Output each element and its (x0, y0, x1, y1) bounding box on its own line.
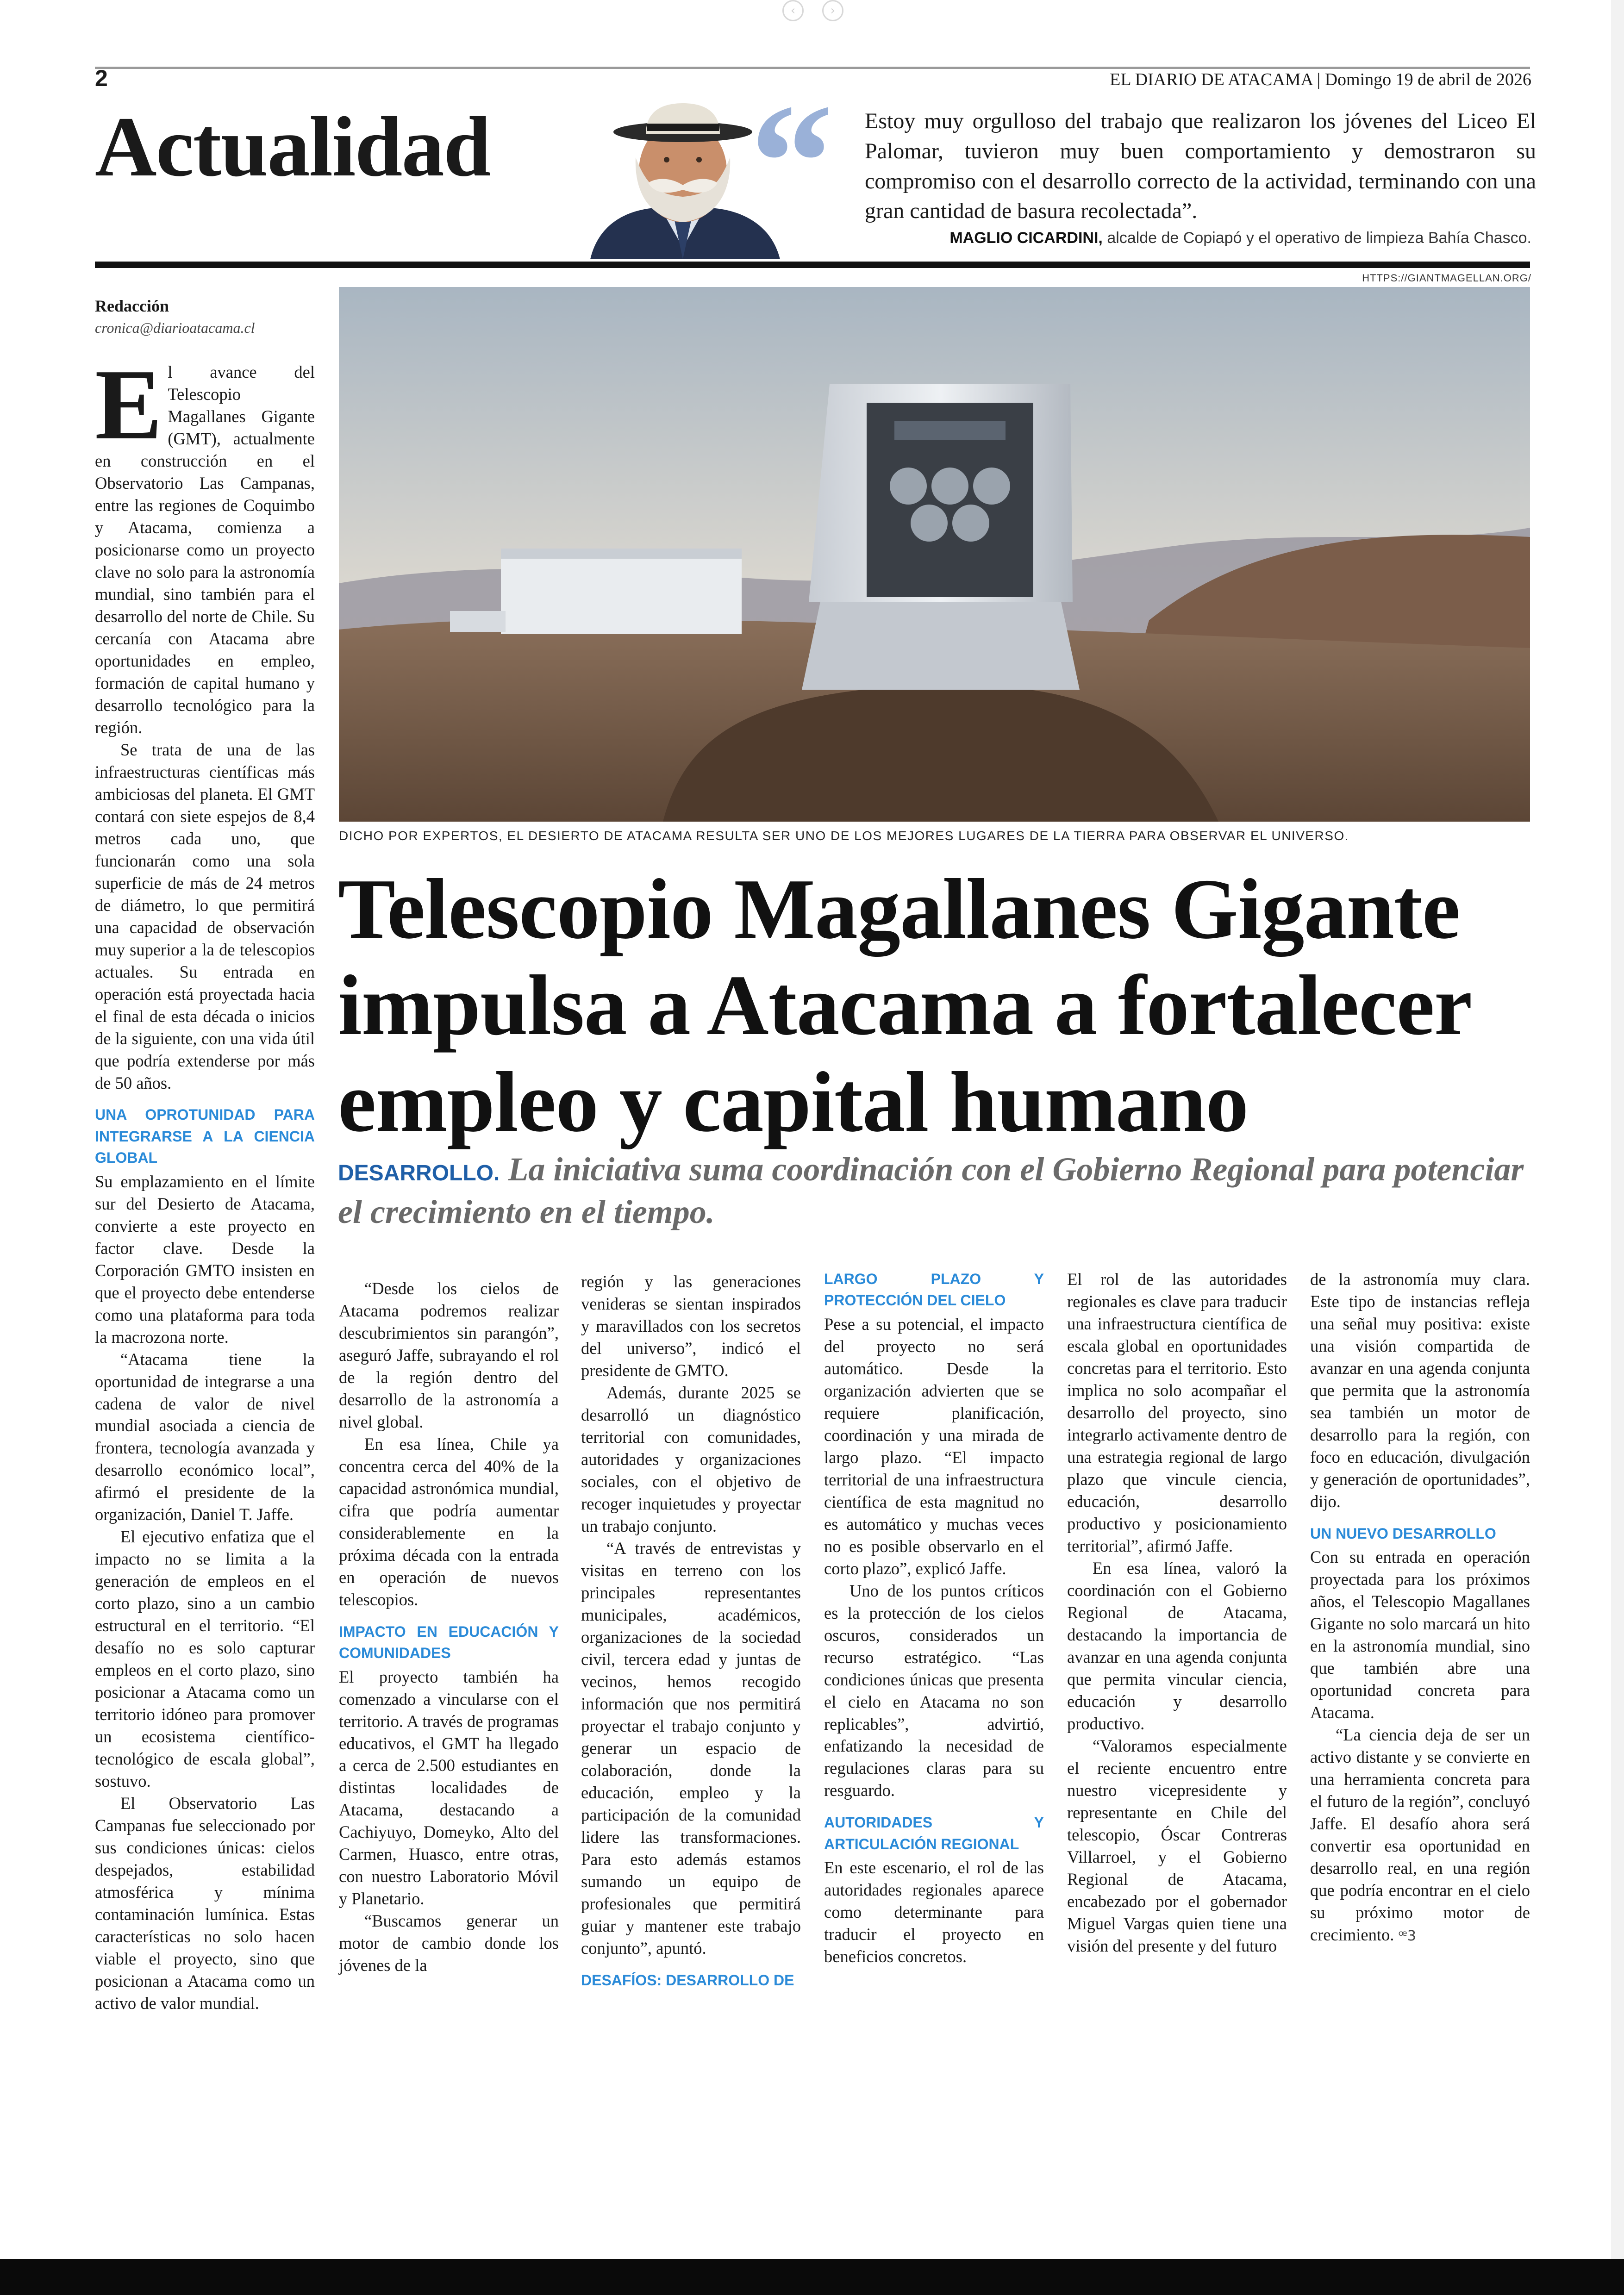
section-title: Actualidad (95, 100, 490, 194)
paper-name: EL DIARIO DE ATACAMA (1110, 70, 1312, 89)
deck (338, 1148, 1532, 1233)
article-paragraph: “A través de entrevistas y visitas en terreno con los principales representantes municipales, académicos, organizaciones de la sociedad civil, tercera edad y juntas de vecinos, hemos recogido información que nos permitirá proyectar el trabajo conjunto y generar un espacio de colaboración, donde la educación, empleo y la participación de la comunidad lidere las transformaciones. Para esto además estamos sumando un equipo de profesionales que permitirá guiar y mantener este trabajo conjunto”, apuntó. (581, 1538, 801, 1958)
pull-quote-attribution (949, 229, 1531, 247)
header-rule (95, 67, 1530, 69)
article-column-2 (339, 1278, 559, 1977)
previous-page-icon[interactable]: ‹ (782, 0, 804, 21)
article-column-5 (1067, 1268, 1287, 1957)
article-column-6 (1310, 1268, 1530, 1946)
headline: Telescopio Magallanes Gigante impulsa a Atacama a fortalecer empleo y capital humano (338, 861, 1471, 1150)
deck-kicker: DESARROLLO. (338, 1161, 500, 1185)
pull-quote-role: alcalde de Copiapó y el operativo de limpieza Bahía Chasco. (1107, 229, 1531, 247)
article-paragraph: Pese a su potencial, el impacto del proyecto no será automático. Desde la organización advierten que se requiere planificación, coordinación y una mirada de largo plazo. “El impacto territorial de una infraestructura científica de esta magnitud no es automático y muchas veces no es posible observarlo en el corto plazo”, explicó Jaffe. (824, 1314, 1044, 1578)
page-number: 2 (95, 65, 108, 91)
article-paragraph: Uno de los puntos críticos es la protección de los cielos oscuros, considerados un recurso estratégico. “Las condiciones únicas que presenta el cielo en Atacama no son replicables”, advirtió, enfatizando la necesidad de regulaciones claras para su resguardo. (824, 1581, 1044, 1800)
article-paragraph: de la astronomía muy clara. Este tipo de instancias refleja una señal muy positiva: existe una visión compartida de avanzar en una agenda conjunta que permita que la astronomía sea también un motor de desarrollo para la región, con foco en educación, divulgación y generación de oportunidades”, dijo. (1310, 1270, 1530, 1511)
article-paragraph: El ejecutivo enfatiza que el impacto no se limita a la generación de empleos en el corto plazo, sino a un cambio estructural en el territorio. “El desafío no es solo capturar empleos en el corto plazo, sino posicionar a Atacama como un territorio idóneo para promover un ecosistema científico-tecnológico de escala global”, sostuvo. (95, 1527, 315, 1791)
article-column-4 (824, 1268, 1044, 1968)
article-paragraph: El proyecto también ha comenzado a vincularse con el territorio. A través de programas educativos, el GMT ha llegado a cerca de 2.500 estudiantes en distintas localidades de Atacama, destacando a Cachiyuyo, Domeyko, Alto del Carmen, Huasco, entre otras, con nuestro Laboratorio Móvil y Planetario. (339, 1667, 559, 1908)
article-paragraph: “Valoramos especialmente el reciente encuentro entre nuestro vicepresidente y representante en Chile del telescopio, Óscar Contreras Villarroel, y el Gobierno Regional de Atacama, encabezado por el gobernador Miguel Vargas quien tiene una visión del presente y del futuro (1067, 1736, 1287, 1955)
subheading: UNA OPROTUNIDAD PARA INTEGRARSE A LA CIENCIA GLOBAL (95, 1106, 315, 1166)
article-column-1 (95, 349, 315, 2014)
byline-name: Redacción (95, 297, 169, 315)
article-paragraph: región y las generaciones venideras se sientan inspirados y maravillados con los secretos del universo”, indicó el presidente de GMTO. (581, 1272, 801, 1380)
page-edge (1611, 0, 1624, 2259)
photo-caption: DICHO POR EXPERTOS, EL DESIERTO DE ATACAMA RESULTA SER UNO DE LOS MEJORES LUGARES DE LA TIERRA PARA OBSERVAR EL UNIVERSO. (339, 829, 1349, 843)
next-page-icon[interactable]: › (822, 0, 843, 21)
article-paragraph: Se trata de una de las infraestructuras científicas más ambiciosas del planeta. El GMT contará con siete espejos de 8,4 metros cada uno, que funcionarán como una sola superficie de más de 24 metros de diámetro, lo que permitirá una capacidad de observación muy superior a la de telescopios actuales. Su entrada en operación está proyectada hacia el final de esta década o inicios de la siguiente, con una vida útil que podría extenderse por más de 50 años. (95, 740, 315, 1092)
article-paragraph: El avance del Telescopio Magallanes Gigante (GMT), actualmente en construcción en el Observatorio Las Campanas, entre las regiones de Coquimbo y Atacama, comienza a posicionarse como un proyecto clave no solo para la astronomía mundial, sino también para el desarrollo del norte de Chile. Su cercanía con Atacama abre oportunidades en empleo, formación de capital humano y desarrollo tecnológico para la región. (95, 349, 315, 737)
article-paragraph: En esa línea, Chile ya concentra cerca del 40% de la capacidad astronómica mundial, cifra que podría aumentar considerablemente en la próxima década con la entrada en operación de nuevos telescopios. (339, 1434, 559, 1609)
photo-credit: HTTPS://GIANTMAGELLAN.ORG/ (1362, 272, 1531, 284)
pull-quote-author: MAGLIO CICARDINI, (949, 229, 1103, 247)
article-paragraph: Además, durante 2025 se desarrolló un diagnóstico territorial con comunidades, autoridades y organizaciones sociales, con el objetivo de recoger inquietudes y proyectar un trabajo conjunto. (581, 1383, 801, 1535)
article-paragraph: Su emplazamiento en el límite sur del Desierto de Atacama, convierte a este proyecto en factor clave. Desde la Corporación GMTO insisten en que el proyecto debe entenderse como una plataforma para toda la macrozona norte. (95, 1172, 315, 1347)
deck-text: La iniciativa suma coordinación con el Gobierno Regional para potenciar el crecimiento en el tiempo. (338, 1151, 1524, 1231)
subheading: IMPACTO EN EDUCACIÓN Y COMUNIDADES (339, 1623, 559, 1662)
article-paragraph: Con su entrada en operación proyectada para los próximos años, el Telescopio Magallanes Gigante no solo marcará un hito en la astronomía mundial, sino que también abre una oportunidad concreta para Atacama. (1310, 1547, 1530, 1722)
end-mark-icon: ꟹ3 (1398, 1927, 1416, 1944)
issue-date: Domingo 19 de abril de 2026 (1324, 70, 1531, 89)
subheading: LARGO PLAZO Y PROTECCIÓN DEL CIELO (824, 1271, 1044, 1309)
article-paragraph: “Buscamos generar un motor de cambio donde los jóvenes de la (339, 1911, 559, 1975)
quote-mark-icon: “ (750, 69, 833, 254)
byline-email: cronica@diarioatacama.cl (95, 319, 255, 336)
section-rule (95, 262, 1530, 268)
article-paragraph: En esa línea, valoró la coordinación con el Gobierno Regional de Atacama, destacando la importancia de avanzar en una agenda conjunta que permita vincular ciencia, educación y desarrollo productivo. (1067, 1558, 1287, 1733)
pull-quote-text: Estoy muy orgulloso del trabajo que realizaron los jóvenes del Liceo El Palomar, tuvieron muy buen comportamiento y demostraron su compromiso con el desarrollo correcto de la actividad, terminando con una gran cantidad de basura recolectada”. (865, 109, 1536, 224)
article-column-3 (581, 1271, 801, 1993)
article-paragraph: “La ciencia deja de ser un activo distante y se convierte en una herramienta concreta para el futuro de la región”, concluyó Jaffe. El desafío ahora será convertir esa oportunidad en desarrollo real, en una región que podría encontrar en el cielo su próximo motor de crecimiento. ꟹ3 (1310, 1725, 1530, 1944)
article-paragraph: El Observatorio Las Campanas fue seleccionado por sus condiciones únicas: cielos despejados, estabilidad atmosférica y mínima contaminación lumínica. Estas características no solo hacen viable el proyecto, sino que posicionan a Atacama como un activo de valor mundial. (95, 1794, 315, 2013)
drop-cap: E (95, 349, 162, 461)
article-paragraph: En este escenario, el rol de las autoridades regionales aparece como determinante para traducir el proyecto en beneficios concretos. (824, 1858, 1044, 1966)
viewer-bottom-bar (0, 2259, 1624, 2295)
article-paragraph: “Atacama tiene la oportunidad de integrarse a una cadena de valor de nivel mundial asociada a ciencia de frontera, tecnología avanzada y desarrollo económico local”, afirmó el presidente de la organización, Daniel T. Jaffe. (95, 1349, 315, 1524)
telescope-photo (339, 287, 1530, 822)
article-paragraph: “Desde los cielos de Atacama podremos realizar descubrimientos sin parangón”, aseguró Jaffe, subrayando el rol de la región dentro del desarrollo de la astronomía a nivel global. (339, 1279, 559, 1431)
subheading: UN NUEVO DESARROLLO (1310, 1525, 1496, 1542)
subheading: AUTORIDADES Y ARTICULACIÓN REGIONAL (824, 1814, 1044, 1852)
subheading: DESAFÍOS: DESARROLLO DE (581, 1971, 794, 1989)
article-paragraph: El rol de las autoridades regionales es clave para traducir una infraestructura científica de escala global en oportunidades concretas para el territorio. Esto implica no solo acompañar el desarrollo del proyecto, sino integrarlo activamente dentro de una estrategia regional de largo plazo que vincule ciencia, educación, desarrollo productivo y posicionamiento territorial”, afirmó Jaffe. (1067, 1270, 1287, 1555)
paper-info: EL DIARIO DE ATACAMA | Domingo 19 de abril de 2026 (1110, 70, 1531, 89)
